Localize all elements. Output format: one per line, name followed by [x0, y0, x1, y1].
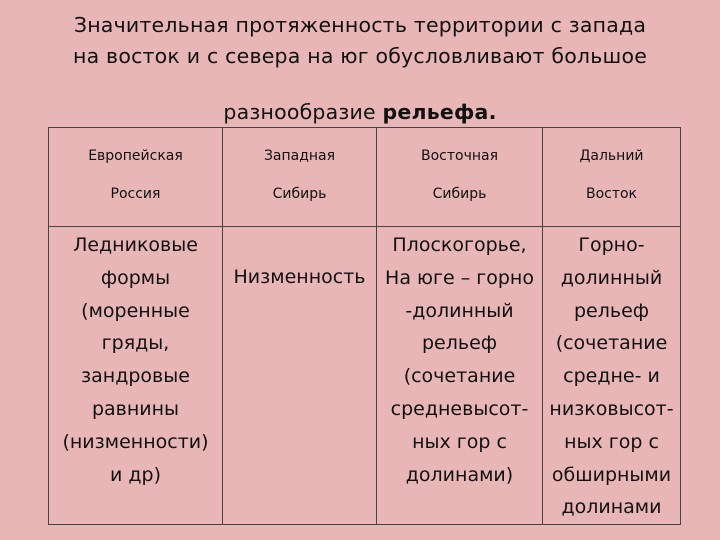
cell-line: формы: [100, 266, 171, 289]
cell-line: Ледниковые: [73, 234, 198, 256]
cell-line: Горно-: [578, 234, 645, 256]
cell-line: равнины: [91, 397, 180, 420]
cell-line: Плоскогорье,: [392, 234, 527, 256]
cell-line: (сочетание: [403, 365, 516, 388]
body-cell-east-siberia: [377, 227, 543, 525]
body-cell-far-east: [543, 227, 681, 525]
table-header-row: [49, 128, 681, 227]
table-body-row: [49, 227, 681, 525]
cell-line: ных гор с: [564, 430, 659, 453]
slide-title: [0, 10, 720, 128]
header-line: Дальний: [579, 148, 644, 164]
cell-line: (низменности): [62, 430, 209, 453]
body-cell-european-russia: [49, 227, 223, 525]
header-line: Восточная: [420, 148, 498, 164]
cell-line: средневысот-: [390, 397, 529, 420]
title-line-3-text: разнообразие: [223, 100, 376, 124]
body-cell-west-siberia: [223, 227, 377, 525]
cell-line: и др): [110, 463, 161, 486]
cell-line: На юге – горно: [385, 266, 534, 289]
cell-text: [223, 261, 376, 294]
cell-line: рельеф: [573, 299, 650, 322]
title-line-3: [0, 97, 720, 128]
header-line: Сибирь: [272, 186, 327, 202]
cell-line: ных гор с: [412, 430, 507, 453]
relief-table: [48, 127, 681, 525]
header-cell-far-east: [543, 128, 681, 227]
header-line: Восток: [585, 186, 638, 202]
cell-line: зандровые: [81, 365, 190, 388]
cell-line: обширными: [551, 463, 672, 486]
header-line: Россия: [110, 186, 161, 202]
cell-line: (сочетание: [555, 332, 668, 355]
cell-line: гряды,: [101, 332, 170, 355]
cell-line: -долинный: [405, 299, 514, 322]
title-emphasis: рельефа.: [382, 100, 497, 124]
header-cell-european-russia: [49, 128, 223, 227]
title-line-2: на восток и с севера на юг обусловливают большое: [72, 44, 648, 68]
cell-line: Низменность: [233, 266, 366, 288]
cell-text: [543, 229, 680, 524]
cell-line: долинный: [560, 266, 663, 289]
cell-line: (моренные: [81, 299, 190, 322]
header-cell-west-siberia: [223, 128, 377, 227]
header-line: Западная: [263, 148, 336, 164]
header-line: Европейская: [88, 148, 183, 164]
cell-text: [49, 229, 222, 491]
header-cell-east-siberia: [377, 128, 543, 227]
cell-line: долинами: [561, 496, 662, 519]
cell-text: [377, 229, 542, 491]
title-line-1: Значительная протяженность территории с запада: [73, 13, 647, 37]
cell-line: низковысот-: [549, 397, 674, 420]
cell-line: долинами): [405, 463, 514, 486]
header-line: Сибирь: [432, 186, 487, 202]
cell-line: средне- и: [563, 365, 660, 388]
cell-line: рельеф: [421, 332, 498, 355]
